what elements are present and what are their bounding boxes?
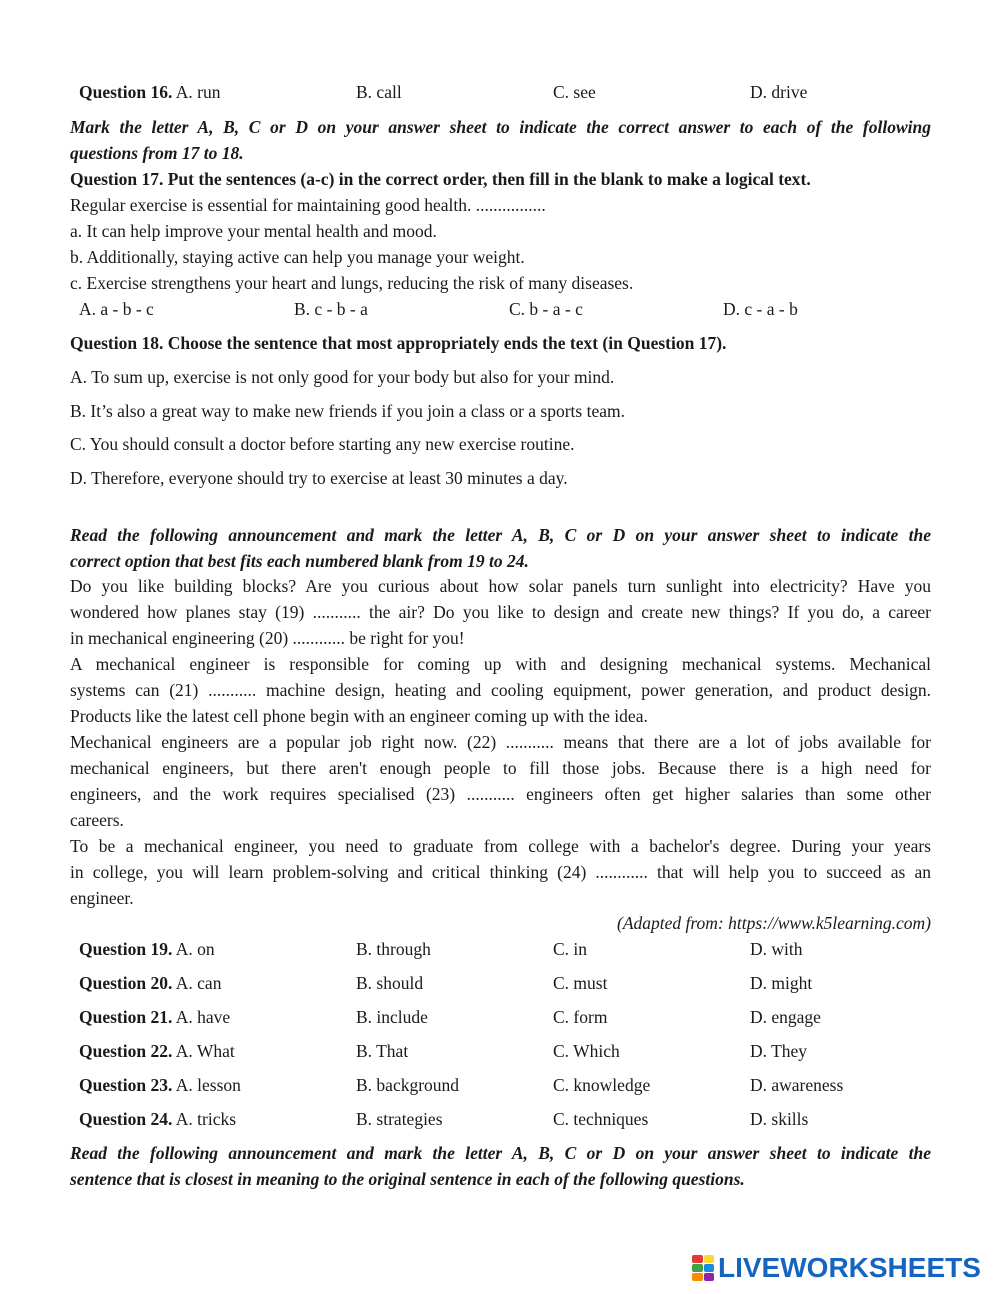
option-d[interactable]: D. awareness xyxy=(750,1075,844,1095)
option-d[interactable]: D. drive xyxy=(750,82,808,102)
option-a[interactable]: A. tricks xyxy=(175,1109,237,1129)
passage-line: engineers, and the work requires specialised (23) ........... engineers often get higher salaries than some other xyxy=(70,784,931,804)
option-d[interactable]: D. They xyxy=(750,1041,808,1061)
instruction-next-line1: Read the following announcement and mark the letter A, B, C or D on your answer sheet to indicate the xyxy=(70,1143,931,1163)
option-c[interactable]: C. techniques xyxy=(553,1109,649,1129)
option-a[interactable]: A. a - b - c xyxy=(79,299,154,319)
option-b[interactable]: B. through xyxy=(356,939,431,959)
option-a[interactable]: A. run xyxy=(175,82,221,102)
option-c[interactable]: C. in xyxy=(553,939,588,959)
option-d[interactable]: D. engage xyxy=(750,1007,821,1027)
question-18-title: Question 18. Choose the sentence that most appropriately ends the text (in Question 17). xyxy=(70,333,727,353)
passage-line: engineer. xyxy=(70,888,134,908)
passage-line: in mechanical engineering (20) ............ be right for you! xyxy=(70,628,465,648)
passage-line: Do you like building blocks? Are you curious about how solar panels turn sunlight into electricity? Have you xyxy=(70,576,931,596)
passage-line: Products like the latest cell phone begin with an engineer coming up with the idea. xyxy=(70,706,648,726)
question-label: Question 24. xyxy=(79,1109,173,1129)
logo-blocks-icon xyxy=(692,1255,714,1281)
passage-line: wondered how planes stay (19) ........... the air? Do you like to design and create new things? If you do, a career xyxy=(70,602,931,622)
instruction-17-18-line2: questions from 17 to 18. xyxy=(70,143,244,163)
option-a[interactable]: A. on xyxy=(175,939,215,959)
question-label: Question 16. xyxy=(79,82,173,102)
option-a[interactable]: A. have xyxy=(175,1007,231,1027)
option-d[interactable]: D. might xyxy=(750,973,813,993)
passage-line: mechanical engineers, but there aren't enough people to fill those jobs. Because there is a high need for xyxy=(70,758,931,778)
option-c[interactable]: C. Which xyxy=(553,1041,620,1061)
question-label: Question 19. xyxy=(79,939,173,959)
instruction-next-line2: sentence that is closest in meaning to the original sentence in each of the following questions. xyxy=(70,1169,745,1189)
option-a[interactable]: A. can xyxy=(175,973,222,993)
instruction-19-24-line2: correct option that best fits each numbered blank from 19 to 24. xyxy=(70,551,529,571)
option-c[interactable]: C. form xyxy=(553,1007,608,1027)
question-17-intro: Regular exercise is essential for maintaining good health. ................ xyxy=(70,195,546,215)
question-17-sentence-a: a. It can help improve your mental health and mood. xyxy=(70,221,437,241)
option-c[interactable]: C. must xyxy=(553,973,608,993)
question-label: Question 23. xyxy=(79,1075,173,1095)
question-label: Question 22. xyxy=(79,1041,173,1061)
option-b[interactable]: B. strategies xyxy=(356,1109,443,1129)
option-d[interactable]: D. with xyxy=(750,939,803,959)
option-c[interactable]: C. knowledge xyxy=(553,1075,651,1095)
option-b[interactable]: B. c - b - a xyxy=(294,299,368,319)
passage-line: Mechanical engineers are a popular job right now. (22) ........... means that there are a lot of jobs available for xyxy=(70,732,931,752)
passage-line: careers. xyxy=(70,810,124,830)
question-label: Question 20. xyxy=(79,973,173,993)
instruction-17-18-line1: Mark the letter A, B, C or D on your answer sheet to indicate the correct answer to each of the following xyxy=(70,117,931,137)
passage-line: To be a mechanical engineer, you need to graduate from college with a bachelor's degree. During your years xyxy=(70,836,931,856)
option-d[interactable]: D. c - a - b xyxy=(723,299,798,319)
option-a[interactable]: A. What xyxy=(175,1041,235,1061)
question-label: Question 21. xyxy=(79,1007,173,1027)
option-b[interactable]: B. call xyxy=(356,82,402,102)
question-18-option-d[interactable]: D. Therefore, everyone should try to exercise at least 30 minutes a day. xyxy=(70,468,568,488)
question-18-option-b[interactable]: B. It’s also a great way to make new friends if you join a class or a sports team. xyxy=(70,401,625,421)
instruction-19-24-line1: Read the following announcement and mark the letter A, B, C or D on your answer sheet to indicate the xyxy=(70,525,931,545)
question-17-sentence-b: b. Additionally, staying active can help you manage your weight. xyxy=(70,247,525,267)
option-c[interactable]: C. b - a - c xyxy=(509,299,583,319)
liveworksheets-logo xyxy=(692,1252,981,1284)
logo-text: LIVEWORKSHEETS xyxy=(718,1252,981,1283)
question-18-option-c[interactable]: C. You should consult a doctor before starting any new exercise routine. xyxy=(70,434,575,454)
option-b[interactable]: B. background xyxy=(356,1075,460,1095)
passage-source: (Adapted from: https://www.k5learning.com) xyxy=(617,913,931,933)
question-17-sentence-c: c. Exercise strengthens your heart and lungs, reducing the risk of many diseases. xyxy=(70,273,634,293)
option-b[interactable]: B. should xyxy=(356,973,424,993)
option-c[interactable]: C. see xyxy=(553,82,596,102)
option-b[interactable]: B. That xyxy=(356,1041,409,1061)
question-17-title: Question 17. Put the sentences (a-c) in the correct order, then fill in the blank to make a logical text. xyxy=(70,169,811,189)
option-a[interactable]: A. lesson xyxy=(175,1075,241,1095)
question-18-option-a[interactable]: A. To sum up, exercise is not only good for your body but also for your mind. xyxy=(70,367,615,387)
option-d[interactable]: D. skills xyxy=(750,1109,809,1129)
passage-line: systems can (21) ........... machine design, heating and cooling equipment, power generation, and product design. xyxy=(70,680,931,700)
passage-line: in college, you will learn problem-solving and critical thinking (24) ............ that will help you to succeed as an xyxy=(70,862,931,882)
option-b[interactable]: B. include xyxy=(356,1007,428,1027)
passage-line: A mechanical engineer is responsible for coming up with and designing mechanical systems. Mechanical xyxy=(70,654,931,674)
